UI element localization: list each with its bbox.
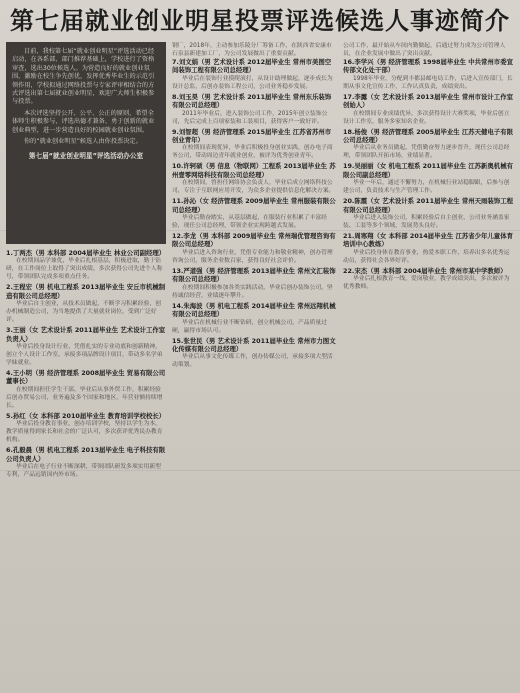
candidate-entry	[172, 267, 336, 300]
intro-signoff: 第七届“就业创业明星”评选活动办公室	[28, 152, 144, 161]
candidate-entry	[172, 197, 336, 230]
candidate-entry	[172, 302, 336, 335]
intro-paragraph: 本次评选坚持公开、公平、公正的原则，希望全体师生积极参与，评选出德才兼备、勇于创新的就业创业典型，进一步营造良好的校园就业创业氛围。	[12, 109, 155, 134]
candidate-entry	[343, 232, 514, 265]
candidate-title: 7.刘文娟（男 艺术设计系 2012届毕业生 常州市美图空间装饰工程有限公司总经理）	[172, 58, 332, 75]
continued-text: 钢厂，2018年，主动参加乐陵分厂筹备工作，在陕西省安康市石泉县新建加工厂，为公司发展做出了重要贡献。	[172, 43, 332, 57]
candidate-body: 在校期间专业成绩优异，多次获得设计大赛奖项，毕业后创立设计工作室，服务多家知名企业。	[343, 110, 510, 125]
candidate-body: 在校期间担任学生干部，毕业后从事外贸工作，积累经验后创办贸易公司，业务遍及多个国家和地区，年营业额持续增长。	[6, 386, 163, 409]
candidate-body: 在校期间积极参加各类实践活动，毕业后创办装饰公司，坚持诚信经营，业绩逐年攀升。	[172, 284, 333, 299]
candidate-body: 毕业后从事文化传媒工作，创办传媒公司，承接多项大型活动策划。	[172, 354, 333, 369]
candidate-title: 10.许轲硕（男 信息（物联网）工程系 2013届毕业生 苏州壹零网络科技有限公司总经理）	[172, 162, 336, 179]
candidate-entry	[172, 93, 336, 126]
candidate-entry	[6, 283, 166, 324]
candidate-title: 6.孔毅晨（男 机电工程系 2013届毕业生 电子科技有限公司负责人）	[6, 446, 166, 463]
candidate-title: 17.李露（女 艺术设计系 2013届毕业生 常州市设计工作室创始人）	[343, 92, 513, 110]
candidate-body: 毕业后投身体育教育事业，热爱本职工作，培养出多名优秀运动员，获得社会各界好评。	[343, 249, 510, 264]
candidate-list	[6, 249, 166, 479]
intro-paragraph: 目前，我校第七届“就业创业明星”评选活动已经启动，在各系部、部门推荐基础上，学校进行了资格审查，选出30位候选人。为营造良好的就业创业氛围，激励在校生争先创优，发挥优秀毕业生的示范引领作用，学校拟通过网络投票与专家评审相结合的方式评选出第七届就业创业明星，欢迎广大师生积极参与投票。	[12, 48, 155, 106]
candidate-body: 毕业后在机械行业不断钻研，创立机械公司，产品质量过硬，赢得市场认可。	[172, 319, 327, 334]
candidate-body: 毕业后进入咨询行业，凭借专业能力和敬业精神，创办管理咨询公司，服务企业数百家，获得良好社会评价。	[172, 249, 333, 264]
candidate-title: 3.王丽（女 艺术设计系 2011届毕业生 艺术设计工作室负责人）	[6, 326, 166, 343]
page-headline: 第七届就业创业明星投票评选候选人事迹简介	[10, 6, 510, 35]
candidate-body: 毕业后自主创业，从技术员做起，不断学习积累经验，创办机械制造公司，为当地提供了大量就业岗位，受到广泛好评。	[6, 301, 161, 324]
candidate-body: 毕业后从业务员做起，凭借勤奋努力逐步晋升，现任公司总经理，带领团队开拓市场，业绩显著。	[343, 145, 510, 160]
candidate-entry	[343, 197, 514, 230]
candidate-entry	[6, 326, 166, 367]
candidate-body: 毕业后勤奋踏实，从基层做起，在服装行业积累了丰富经验，现任公司总经理，带领企业实现跨越式发展。	[172, 215, 327, 230]
column-3	[343, 42, 514, 690]
candidate-entry	[6, 412, 166, 444]
candidate-title: 22.宋杰（男 本科部 2004届毕业生 常州市某中学教师）	[343, 266, 507, 275]
candidate-body: 毕业后进入装饰公司，积累经验后自主创业，公司业务涵盖家装、工装等多个领域，发展势头良好。	[343, 215, 510, 230]
candidate-title: 13.严道强（男 经济管理系 2013届毕业生 常州文汇装饰有限公司总经理）	[172, 266, 336, 284]
candidate-entry	[6, 249, 166, 281]
candidate-entry	[172, 58, 336, 91]
candidate-title: 18.杨俊（男 经济管理系 2005届毕业生 江苏天健电子有限公司总经理）	[343, 127, 513, 145]
candidate-entry	[172, 128, 336, 161]
candidate-title: 15.张世民（男 艺术设计系 2011届毕业生 常州市力图文化传媒有限公司总经理）	[172, 336, 336, 353]
candidate-entry	[343, 58, 514, 91]
candidate-title: 4.王小明（男 经济管理系 2008届毕业生 贸易有限公司董事长）	[6, 369, 166, 386]
candidate-body: 1998年毕业，分配到丰都县邮电局工作，后进入宣传部门，长期从事文化宣传工作，工作认真负责，成绩突出。	[343, 75, 513, 90]
candidate-body: 毕业后投身设计行业，凭借扎实的专业功底和创新精神，创立个人设计工作室，承接多项品牌设计项目，带动多名学弟学妹就业。	[6, 344, 163, 367]
candidate-entry	[343, 162, 514, 195]
candidate-entry	[172, 337, 336, 370]
candidate-entry	[172, 162, 336, 195]
candidate-title: 8.刘玉昊（男 艺术设计系 2011届毕业生 常州东乐装饰有限公司总经理）	[172, 92, 332, 110]
candidate-title: 16.李学兴（男 经济管理系 1998届毕业生 中共常州市委宣传部文化处干部）	[343, 58, 513, 75]
candidate-body: 2011年毕业后，进入装饰公司工作，2015年创立装饰公司，先后完成上百项家装和工装项目，获得客户一致好评。	[172, 110, 328, 125]
candidate-entry	[172, 232, 336, 265]
candidate-entry	[6, 446, 166, 479]
continued-text: 公司工作，最开始从车间内勤做起，后通过努力成为公司管理人员，在企业发展中做出了突出贡献。	[343, 43, 506, 57]
candidate-body: 毕业后在电子行业不断深耕，带领团队研发多项实用新型专利，产品远销国内外市场。	[6, 464, 161, 479]
candidate-entry	[343, 93, 514, 126]
candidate-body: 在校期间品学兼优，毕业后扎根基层，积极进取，勤于钻研，在工作岗位上取得了突出成绩，多次获得公司先进个人称号，带领团队完成多项重点任务。	[6, 258, 163, 281]
candidate-title: 14.朱海波（男 机电工程系 2014届毕业生 常州远翔机械有限公司总经理）	[172, 301, 336, 319]
candidate-title: 11.孙沁（女 经济管理系 2009届毕业生 常州服装有限公司总经理）	[172, 197, 336, 214]
candidate-title: 1.丁两杰（男 本科部 2004届毕业生 林业公司副经理）	[6, 249, 166, 257]
intro-paragraph: 你的“就业创业明星”候选人由你投票决定。	[24, 138, 142, 146]
column-2	[172, 42, 336, 690]
candidate-body: 毕业后投身教育事业，创办培训学校，坚持以学生为本，教学质量得到家长和社会的广泛认可，多次获评优秀民办教育机构。	[6, 421, 163, 444]
candidate-body: 在校期间，曾担任网络协会负责人，毕业后成立网络科技公司，专注于互联网应用开发，为众多企业提供信息化解决方案。	[172, 180, 335, 195]
candidate-entry	[343, 267, 514, 291]
column-1	[6, 42, 166, 690]
candidate-body: 在校期间表现优异，毕业后积极投身创业实践，创办电子商务公司，带动周边青年就业创业，被评为优秀创业青年。	[172, 145, 333, 160]
candidate-title: 20.陈霞（女 艺术设计系 2011届毕业生 常州天雨装饰工程有限公司总经理）	[343, 197, 513, 214]
candidate-body: 毕业后扎根教育一线，爱岗敬业，教学成绩突出，多次被评为优秀教师。	[343, 276, 510, 291]
candidate-body: 毕业后在装饰行业摸爬滚打，从设计助理做起，逐步成长为设计总监，后创办装饰工程公司，公司业务稳步发展。	[172, 75, 333, 90]
candidate-title: 5.孙红（女 本科部 2010届毕业生 教育培训学校校长）	[6, 411, 166, 420]
candidate-title: 21.周寒翔（女 本科部 2014届毕业生 江苏省少年儿童体育培训中心教练）	[343, 232, 513, 249]
candidate-entry	[6, 369, 166, 410]
candidate-body: 毕业一年后，通过不懈努力，在机械行业站稳脚跟，后参与创建公司，负责技术与生产管理工作。	[343, 180, 510, 195]
candidate-title: 9.刘智超（男 经济管理系 2015届毕业生 江苏省苏州市创业青年）	[172, 127, 332, 145]
intro-notice-box	[6, 42, 166, 244]
candidate-title: 2.王程宏（男 机电工程系 2013届毕业生 安丘市机械制造有限公司总经理）	[6, 283, 166, 300]
candidate-title: 19.吴丽丽（女 机电工程系 2011届毕业生 江苏新奥机械有限公司副总经理）	[343, 162, 513, 179]
candidate-entry	[343, 128, 514, 161]
candidate-title: 12.李龙（男 本科部 2009届毕业生 常州瑞优管理咨询有限公司总经理）	[172, 232, 336, 249]
